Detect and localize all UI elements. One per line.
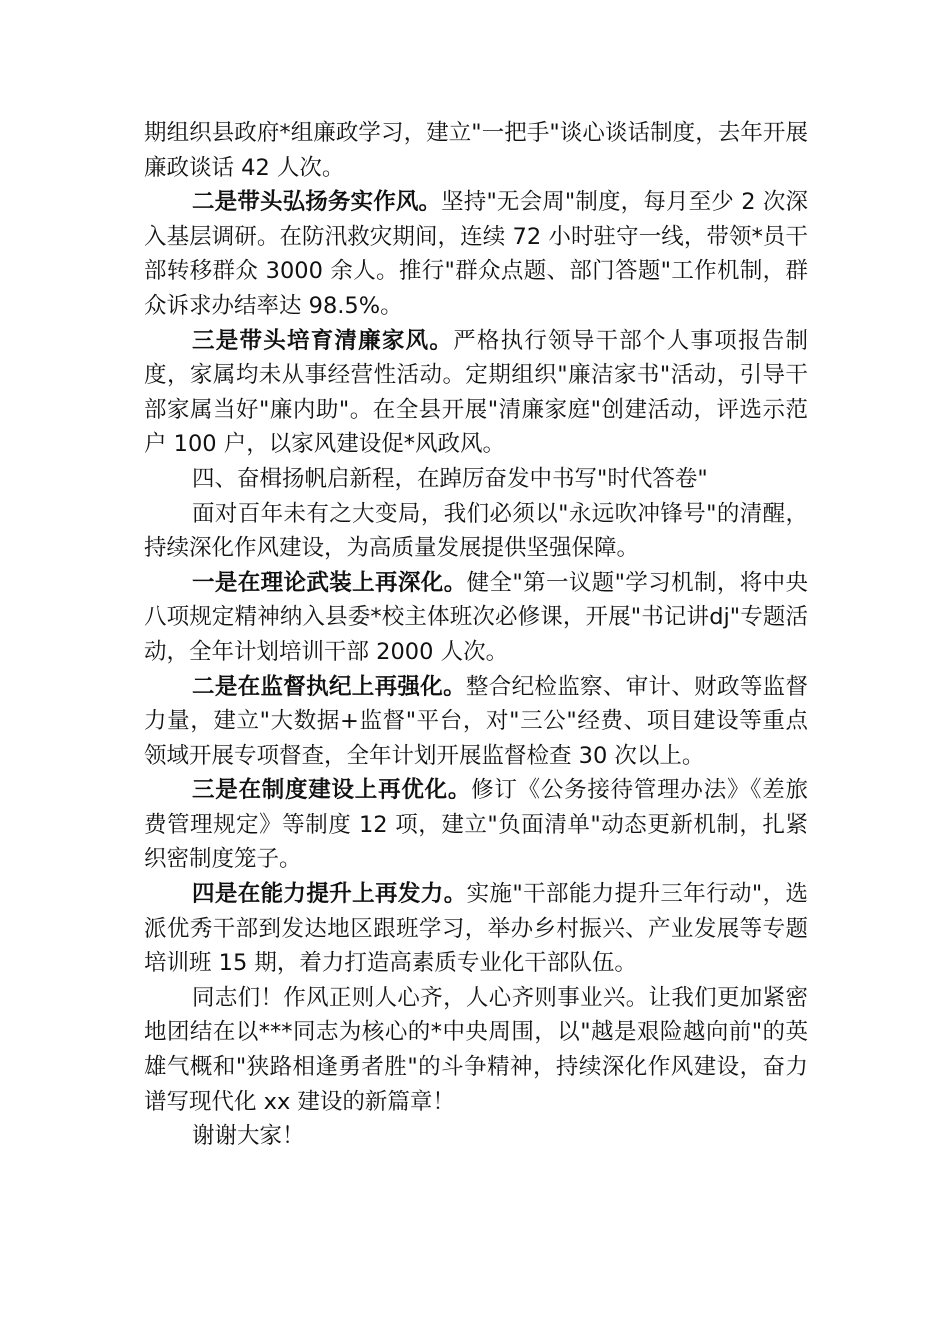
paragraph-1 <box>144 116 808 185</box>
paragraph-text: 健全"第一议题"学习机制，将中央八项规定精神纳入县委*校主体班次必修课，开展"书记讲dj"专题活动，全年计划培训干部 2000 人次。 <box>144 569 808 665</box>
paragraph-text: 严格执行领导干部个人事项报告制度，家属均未从事经营性活动。定期组织"廉洁家书"活动，引导干部家属当好"廉内助"。在全县开展"清廉家庭"创建活动，评选示范户 100 户，以家风建设促*风政风。 <box>144 327 808 458</box>
paragraph-7 <box>144 670 808 774</box>
paragraph-text: 实施"干部能力提升三年行动"，选派优秀干部到发达地区跟班学习，举办乡村振兴、产业发展等专题培训班 15 期，着力打造高素质专业化干部队伍。 <box>144 881 808 977</box>
paragraph-10 <box>144 981 808 1119</box>
paragraph-2 <box>144 185 808 323</box>
paragraph-text: 坚持"无会周"制度，每月至少 2 次深入基层调研。在防汛救灾期间，连续 72 小时驻守一线，带领*员干部转移群众 3000 余人。推行"群众点题、部门答题"工作机制，群众诉求办结率达 98.5%。 <box>144 189 808 319</box>
paragraph-text: 同志们！作风正则人心齐，人心齐则事业兴。让我们更加紧密地团结在以***同志为核心的*中央周围，以"越是艰险越向前"的英雄气概和"狭路相逢勇者胜"的斗争精神，持续深化作风建设，奋力谱写现代化 xx 建设的新篇章！ <box>144 984 808 1115</box>
paragraph-6 <box>144 566 808 670</box>
paragraph-text: 面对百年未有之大变局，我们必须以"永远吹冲锋号"的清醒，持续深化作风建设，为高质量发展提供坚强保障。 <box>144 500 808 562</box>
section-heading <box>144 462 808 497</box>
paragraph-5 <box>144 497 808 566</box>
paragraph-9 <box>144 877 808 981</box>
document-body <box>144 116 808 1154</box>
paragraph-lead: 一是在理论武装上再深化。 <box>192 569 467 596</box>
paragraph-text: 谢谢大家！ <box>192 1123 305 1150</box>
paragraph-lead: 四是在能力提升上再发力。 <box>192 881 467 908</box>
paragraph-lead: 三是在制度建设上再优化。 <box>192 777 472 804</box>
closing-line <box>144 1119 808 1154</box>
paragraph-text: 期组织县政府*组廉政学习，建立"一把手"谈心谈话制度，去年开展廉政谈话 42 人次。 <box>144 120 808 181</box>
paragraph-text: 四、奋楫扬帆启新程，在踔厉奋发中书写"时代答卷" <box>192 465 708 492</box>
paragraph-lead: 三是带头培育清廉家风。 <box>192 327 454 354</box>
paragraph-lead: 二是在监督执纪上再强化。 <box>192 673 466 700</box>
paragraph-lead: 二是带头弘扬务实作风。 <box>192 189 442 216</box>
paragraph-text: 整合纪检监察、审计、财政等监督力量，建立"大数据+监督"平台，对"三公"经费、项目建设等重点领域开展专项督查，全年计划开展监督检查 30 次以上。 <box>144 673 808 769</box>
paragraph-text: 修订《公务接待管理办法》《差旅费管理规定》等制度 12 项，建立"负面清单"动态更新机制，扎紧织密制度笼子。 <box>144 777 808 873</box>
paragraph-3 <box>144 324 808 462</box>
paragraph-8 <box>144 773 808 877</box>
